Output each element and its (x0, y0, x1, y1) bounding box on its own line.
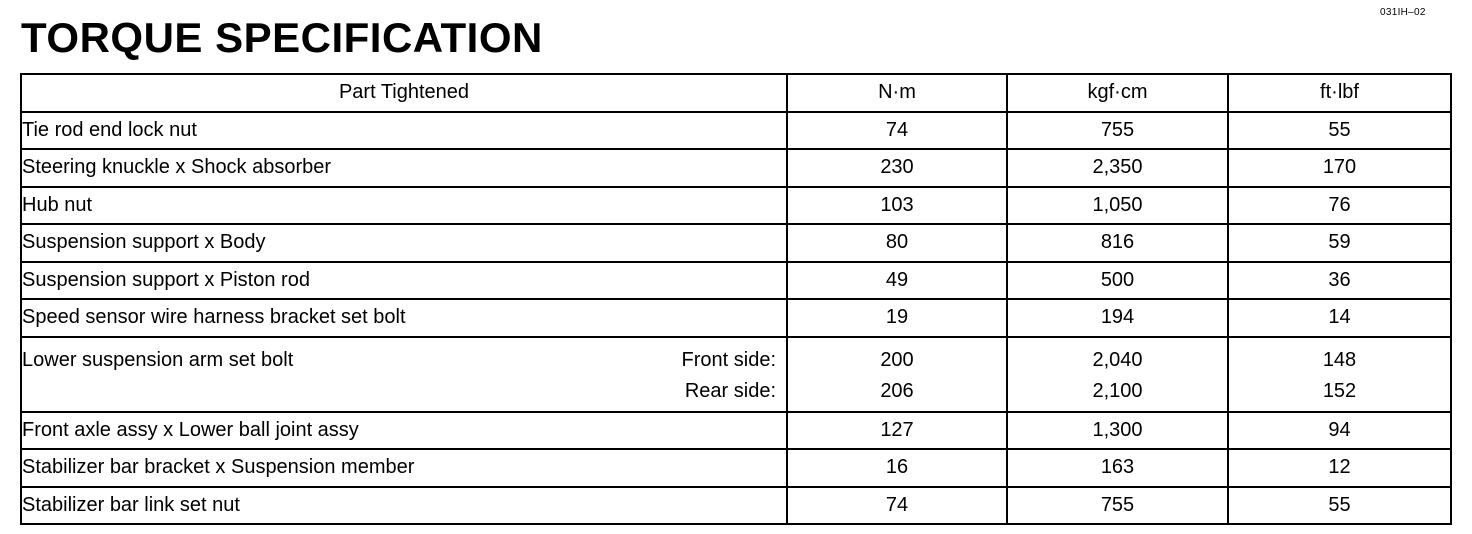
value-kgf-rear: 2,100 (1092, 379, 1143, 402)
value-nm-front: 200 (880, 348, 914, 371)
value-kgf: 500 (1007, 262, 1228, 300)
table-row (21, 262, 1451, 300)
document-code: 031IH–02 (1380, 7, 1426, 18)
header-nm: N·m (787, 74, 1007, 112)
value-ft (1228, 337, 1451, 412)
part-name: Suspension support x Body (21, 224, 787, 262)
value-ft: 76 (1228, 187, 1451, 225)
part-name: Front axle assy x Lower ball joint assy (21, 412, 787, 450)
value-kgf: 2,350 (1007, 149, 1228, 187)
part-name: Steering knuckle x Shock absorber (21, 149, 787, 187)
value-nm: 19 (787, 299, 1007, 337)
value-nm (787, 337, 1007, 412)
value-nm: 127 (787, 412, 1007, 450)
value-nm: 49 (787, 262, 1007, 300)
value-kgf (1007, 337, 1228, 412)
value-nm: 80 (787, 224, 1007, 262)
value-ft: 94 (1228, 412, 1451, 450)
value-ft-front: 148 (1322, 348, 1357, 371)
table-row (21, 487, 1451, 525)
value-ft: 36 (1228, 262, 1451, 300)
header-ft: ft·lbf (1228, 74, 1451, 112)
value-kgf: 163 (1007, 449, 1228, 487)
value-ft: 170 (1228, 149, 1451, 187)
value-ft: 59 (1228, 224, 1451, 262)
table-row (21, 187, 1451, 225)
value-nm: 74 (787, 487, 1007, 525)
part-name (21, 337, 787, 412)
table-row (21, 449, 1451, 487)
value-nm: 103 (787, 187, 1007, 225)
value-nm: 230 (787, 149, 1007, 187)
table-row (21, 112, 1451, 150)
table-row (21, 299, 1451, 337)
value-ft: 55 (1228, 487, 1451, 525)
value-ft-rear: 152 (1322, 379, 1357, 402)
part-name: Suspension support x Piston rod (21, 262, 787, 300)
part-name: Hub nut (21, 187, 787, 225)
value-nm: 74 (787, 112, 1007, 150)
value-kgf-front: 2,040 (1092, 348, 1143, 371)
sub-label-rear: Rear side: (684, 379, 776, 402)
value-kgf: 816 (1007, 224, 1228, 262)
value-kgf: 1,300 (1007, 412, 1228, 450)
part-name: Stabilizer bar link set nut (21, 487, 787, 525)
value-ft: 14 (1228, 299, 1451, 337)
sub-labels (682, 345, 776, 407)
table-header-row (21, 74, 1451, 112)
header-part: Part Tightened (21, 74, 787, 112)
value-kgf: 755 (1007, 112, 1228, 150)
value-kgf: 755 (1007, 487, 1228, 525)
page-title: TORQUE SPECIFICATION (21, 14, 543, 61)
value-ft: 12 (1228, 449, 1451, 487)
header-kgf: kgf·cm (1007, 74, 1228, 112)
value-nm-rear: 206 (880, 379, 914, 402)
table-row (21, 337, 1451, 412)
table-row (21, 149, 1451, 187)
table-row (21, 412, 1451, 450)
value-kgf: 1,050 (1007, 187, 1228, 225)
part-name: Speed sensor wire harness bracket set bolt (21, 299, 787, 337)
table-row (21, 224, 1451, 262)
part-name: Tie rod end lock nut (21, 112, 787, 150)
value-ft: 55 (1228, 112, 1451, 150)
sub-label-front: Front side: (681, 348, 776, 371)
part-name: Stabilizer bar bracket x Suspension member (21, 449, 787, 487)
value-nm: 16 (787, 449, 1007, 487)
torque-spec-table (20, 73, 1452, 525)
part-name-text: Lower suspension arm set bolt (22, 348, 294, 371)
value-kgf: 194 (1007, 299, 1228, 337)
